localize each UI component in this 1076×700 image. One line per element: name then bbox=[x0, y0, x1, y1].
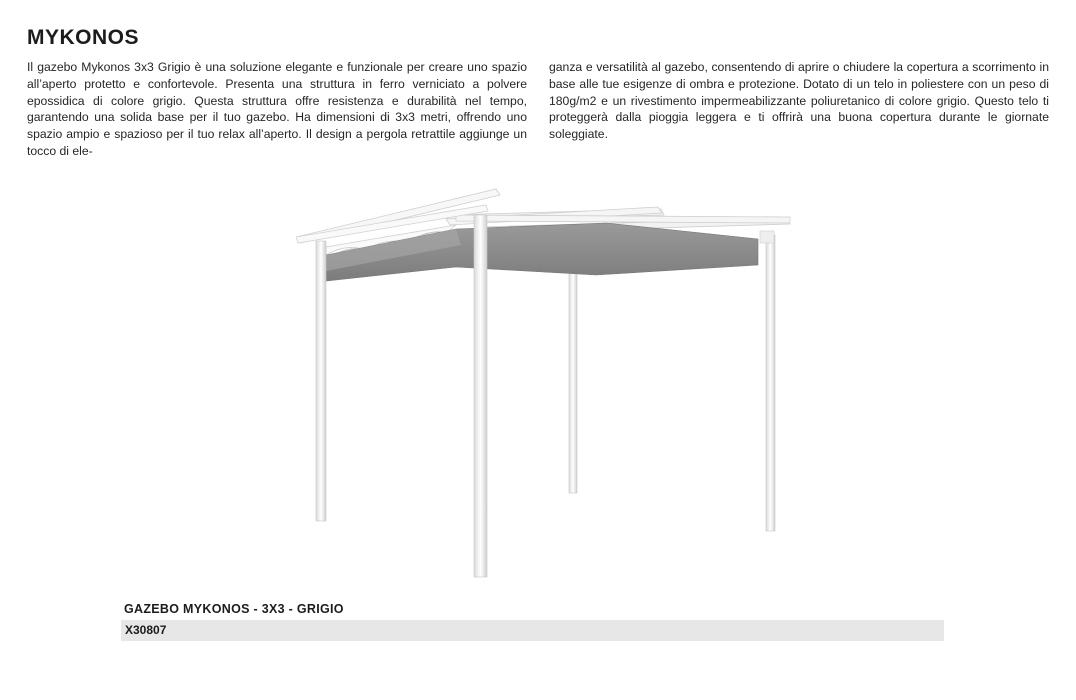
page-title: MYKONOS bbox=[27, 26, 140, 49]
description-column-right bbox=[549, 59, 1049, 143]
description-text-left: Il gazebo Mykonos 3x3 Grigio è una soluzione elegante e funzionale per creare uno spazio all’aperto protetto e confortevole. Presenta una struttura in ferro verniciato a polvere epossidica di colore grigio. Questa struttura offre resistenza e durabilità nel tempo, garantendo una solida base per il tuo gazebo. Ha dimensioni di 3x3 metri, offrendo uno spazio ampio e spazioso per il tuo relax all’aperto. Il design a pergola retrattile aggiunge un tocco di ele- bbox=[27, 60, 527, 158]
description-text-right: ganza e versatilità al gazebo, consentendo di aprire o chiudere la copertura a scorrimento in base alle tue esigenze di ombra e protezione. Dotato di un telo in poliestere con un peso di 180g/m2 e un rivestimento impermeabilizzante poliuretanico di colore grigio. Questo telo ti proteggerà dalla pioggia leggera e ti offrirà una buona copertura durante le giornate soleggiate. bbox=[549, 60, 1049, 142]
product-code: X30807 bbox=[125, 623, 167, 637]
description-column-left bbox=[27, 59, 527, 160]
product-name: GAZEBO MYKONOS - 3X3 - GRIGIO bbox=[124, 602, 344, 616]
product-image-gazebo bbox=[296, 185, 796, 585]
product-code-bar bbox=[121, 620, 944, 641]
